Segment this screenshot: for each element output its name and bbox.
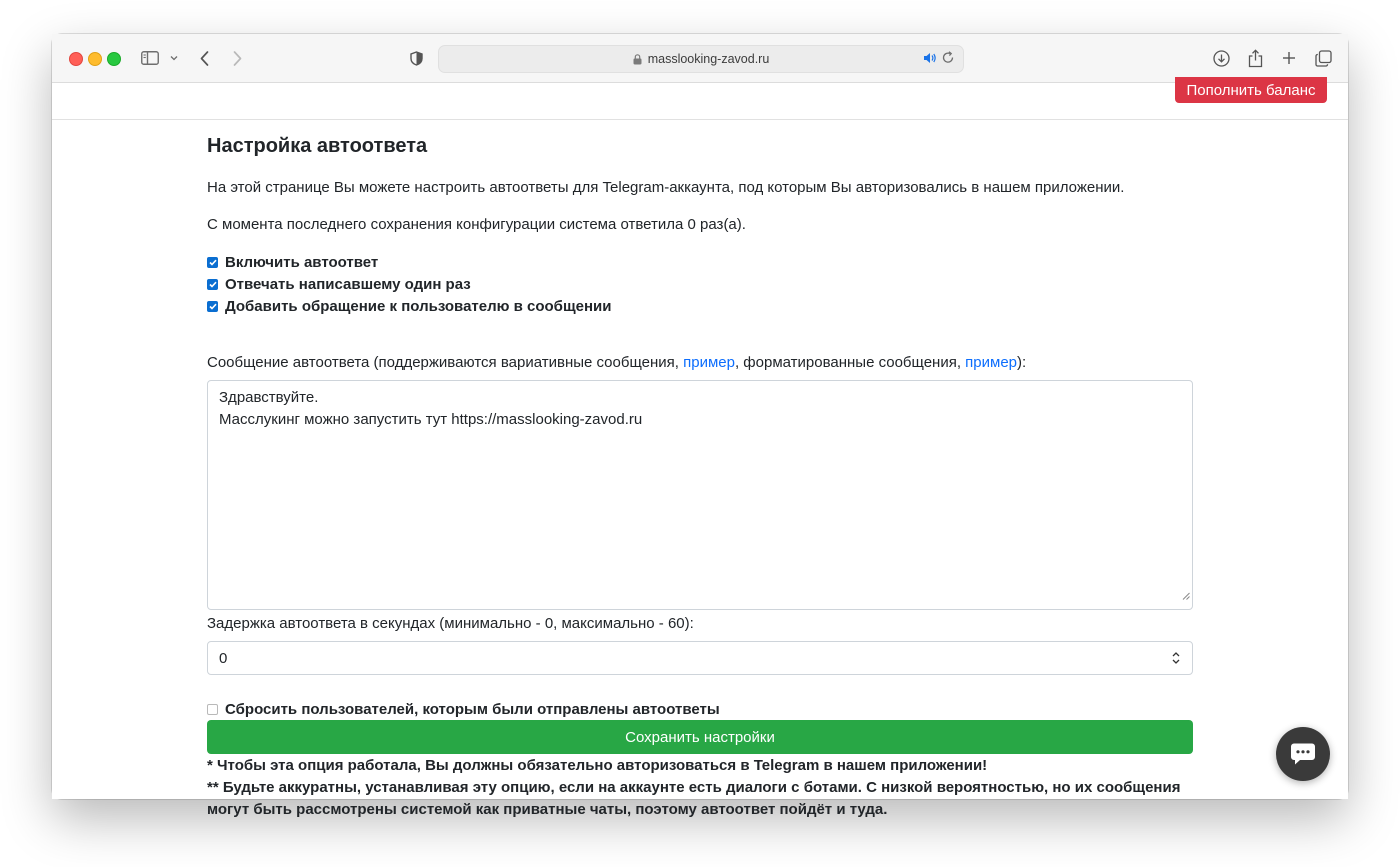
lock-icon (633, 54, 642, 65)
checkbox-unchecked-icon[interactable] (207, 704, 218, 715)
address-bar[interactable] (438, 45, 964, 73)
message-line: Здравствуйте. (219, 389, 319, 406)
shield-icon[interactable] (408, 47, 424, 69)
option-reply-once[interactable] (207, 274, 471, 294)
message-line: Масслукинг можно запустить тут https://masslooking-zavod.ru (219, 411, 643, 428)
forward-icon[interactable] (229, 47, 245, 69)
checkbox-checked-icon[interactable] (207, 301, 218, 312)
option-label: Включить автоответ (225, 253, 379, 271)
browser-toolbar (52, 34, 1348, 83)
formatted-example-link[interactable]: пример (965, 354, 1017, 371)
zoom-window-button[interactable] (107, 52, 121, 66)
close-window-button[interactable] (69, 52, 83, 66)
note-bots-warning-cont: могут быть рассмотрены системой как приватные чаты, поэтому автоответ пойдёт и туда. (207, 801, 888, 818)
intro-text: На этой странице Вы можете настроить автоответы для Telegram-аккаунта, под которым Вы авторизовались в нашем приложении. (207, 179, 1125, 196)
tabs-overview-icon[interactable] (1313, 47, 1333, 69)
reload-icon[interactable] (942, 51, 955, 68)
address-url: masslooking-zavod.ru (647, 52, 770, 66)
browser-window (52, 34, 1348, 818)
delay-input[interactable] (207, 641, 1193, 675)
sidebar-icon[interactable] (140, 47, 160, 69)
option-label: Сбросить пользователей, которым были отправлены автоответы (225, 700, 720, 718)
back-icon[interactable] (196, 47, 212, 69)
save-settings-button[interactable]: Сохранить настройки (207, 720, 1193, 754)
new-tab-icon[interactable] (1279, 47, 1299, 69)
delay-label: Задержка автоответа в секундах (минимально - 0, максимально - 60): (207, 615, 694, 632)
download-icon[interactable] (1211, 47, 1231, 69)
delay-value: 0 (219, 649, 228, 667)
chat-bubble-icon (1290, 742, 1316, 766)
autoreply-message-textarea[interactable] (207, 380, 1193, 610)
message-label-text: , форматированные сообщения, (734, 354, 966, 371)
minimize-window-button[interactable] (88, 52, 102, 66)
message-label-text: Сообщение автоответа (поддерживаются вариативные сообщения, (207, 354, 684, 371)
message-label (207, 354, 1026, 371)
message-label-text: ): (1017, 354, 1027, 371)
page-title: Настройка автоответа (207, 135, 428, 157)
note-bots-warning: ** Будьте аккуратны, устанавливая эту опцию, если на аккаунте есть диалоги с ботами. С низкой вероятностью, но их сообщения (207, 779, 1181, 796)
option-add-greeting[interactable] (207, 296, 611, 316)
option-label: Отвечать написавшему один раз (225, 275, 471, 293)
option-label: Добавить обращение к пользователю в сообщении (225, 297, 612, 315)
checkbox-checked-icon[interactable] (207, 279, 218, 290)
speaker-icon[interactable] (923, 51, 937, 68)
variative-example-link[interactable]: пример (683, 354, 735, 371)
top-up-balance-button[interactable]: Пополнить баланс (1175, 77, 1327, 103)
chevron-down-icon[interactable] (168, 47, 180, 69)
stats-text: С момента последнего сохранения конфигурации система ответила 0 раз(а). (207, 216, 746, 233)
chat-widget-button[interactable] (1276, 727, 1330, 781)
checkbox-checked-icon[interactable] (207, 257, 218, 268)
page-content (52, 82, 1348, 818)
option-reset-users[interactable] (207, 699, 720, 719)
stepper-icon[interactable] (1172, 651, 1180, 669)
resize-handle-icon[interactable] (1182, 585, 1190, 607)
header-divider (52, 119, 1348, 120)
share-icon[interactable] (1245, 47, 1265, 69)
note-telegram-auth: * Чтобы эта опция работала, Вы должны обязательно авторизоваться в Telegram в нашем приложении! (207, 757, 988, 774)
option-enable-autoreply[interactable] (207, 252, 378, 272)
